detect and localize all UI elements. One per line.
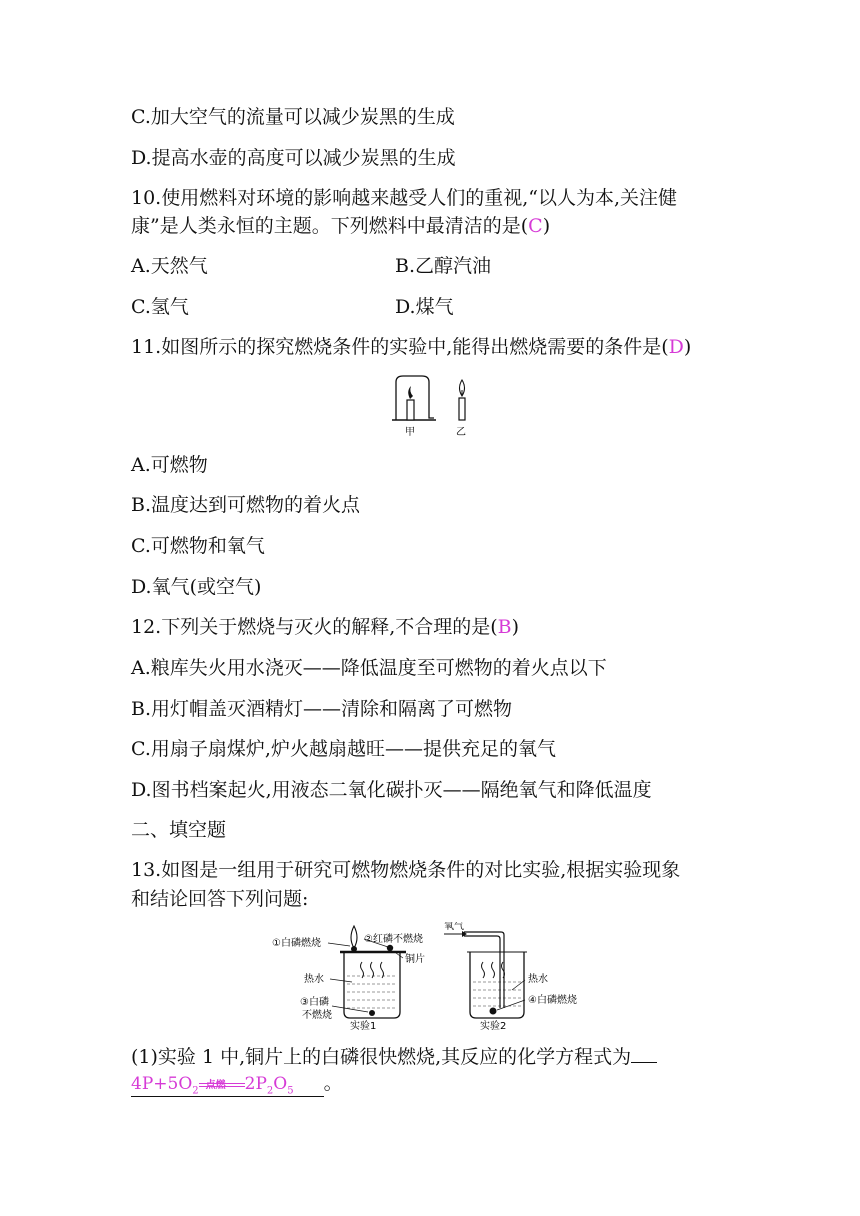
q10-option-d: D.煤气 <box>395 296 454 318</box>
q13-answer-formula <box>131 1068 343 1097</box>
q11-label-yi: 乙 <box>456 427 466 438</box>
q11-stem-text: 11.如图所示的探究燃烧条件的实验中,能得出燃烧需要的条件是( <box>131 336 669 358</box>
formula-condition: 点燃 <box>205 1080 226 1091</box>
q13-sub1-text: (1)实验 1 中,铜片上的白磷很快燃烧,其反应的化学方程式为 <box>131 1046 632 1068</box>
q11-figure <box>390 372 480 440</box>
label-white-phosphorus-3: ③白磷 <box>300 997 329 1008</box>
formula-sub-r1: 2 <box>266 1085 274 1097</box>
q11-option-d: D.氧气(或空气) <box>131 576 262 598</box>
q13-figure <box>268 922 598 1034</box>
formula-sub-left: 2 <box>192 1085 199 1097</box>
q10-option-c: C.氢气 <box>131 296 189 318</box>
experiment-2-apparatus <box>444 922 577 1032</box>
formula-answer-blank <box>131 1074 324 1097</box>
label-white-phosphorus-burns: ①白磷燃烧 <box>272 938 321 949</box>
q11-option-a: A.可燃物 <box>131 454 208 476</box>
q10-options-row1 <box>131 254 492 278</box>
q10-stem-line1: 10.使用燃料对环境的影响越来越受人们的重视,“以人为本,关注健 <box>131 187 678 209</box>
q12-stem <box>131 615 519 639</box>
q9-option-d: D.提高水壶的高度可以减少炭黑的生成 <box>131 147 456 169</box>
q13-stem-line1: 13.如图是一组用于研究可燃物燃烧条件的对比实验,根据实验现象 <box>131 859 681 881</box>
formula-sub-r2: 5 <box>287 1085 294 1097</box>
label-oxygen: 氧气 <box>444 922 464 932</box>
label-experiment-1: 实验1 <box>350 1021 377 1032</box>
formula-right-o: O <box>273 1074 288 1094</box>
label-no-burn-3: 不燃烧 <box>302 1010 332 1021</box>
q10-answer: C <box>528 215 543 237</box>
label-experiment-2: 实验2 <box>480 1021 507 1032</box>
answer-blank-underline <box>631 1044 657 1063</box>
label-white-phosphorus-burns-4: ④白磷燃烧 <box>528 995 577 1006</box>
q11-stem <box>131 335 691 359</box>
q10-stem-text: 康”是人类永恒的主题。下列燃料中最清洁的是( <box>131 215 529 237</box>
section-heading: 二、填空题 <box>131 819 227 841</box>
label-red-phosphorus-no-burn: ②红磷不燃烧 <box>364 934 423 945</box>
q12-close-paren: ) <box>511 616 520 638</box>
q10-close-paren: ) <box>542 215 551 237</box>
q9-option-c: C.加大空气的流量可以减少炭黑的生成 <box>131 106 455 128</box>
q12-option-c: C.用扇子扇煤炉,炉火越扇越旺——提供充足的氧气 <box>131 738 556 760</box>
formula-right: 2P <box>244 1074 267 1094</box>
q12-option-b: B.用灯帽盖灭酒精灯——清除和隔离了可燃物 <box>131 698 513 720</box>
q10-options-row2 <box>131 295 454 319</box>
q12-answer: B <box>497 616 512 638</box>
q11-answer: D <box>668 336 684 358</box>
label-hot-water-1: 热水 <box>304 974 324 985</box>
q11-option-c: C.可燃物和氧气 <box>131 535 265 557</box>
q10-option-b: B.乙醇汽油 <box>395 255 492 277</box>
q13-stem-line2: 和结论回答下列问题: <box>131 888 309 910</box>
q10-option-a: A.天然气 <box>131 255 208 277</box>
experiment-1-apparatus <box>272 926 425 1032</box>
label-copper-sheet: 铜片 <box>405 954 425 965</box>
q12-option-a: A.粮库失火用水浇灭——降低温度至可燃物的着火点以下 <box>131 657 607 679</box>
formula-period: 。 <box>323 1072 343 1094</box>
q13-sub1 <box>131 1044 657 1069</box>
q11-label-jia: 甲 <box>405 427 415 438</box>
q11-option-b: B.温度达到可燃物的着火点 <box>131 494 361 516</box>
q12-stem-text: 12.下列关于燃烧与灭火的解释,不合理的是( <box>131 616 498 638</box>
q12-option-d: D.图书档案起火,用液态二氧化碳扑灭——隔绝氧气和降低温度 <box>131 779 652 801</box>
q11-close-paren: ) <box>683 336 692 358</box>
label-hot-water-2: 热水 <box>528 974 548 985</box>
q10-stem-line2 <box>131 214 550 238</box>
formula-left: 4P+5O <box>131 1074 193 1094</box>
